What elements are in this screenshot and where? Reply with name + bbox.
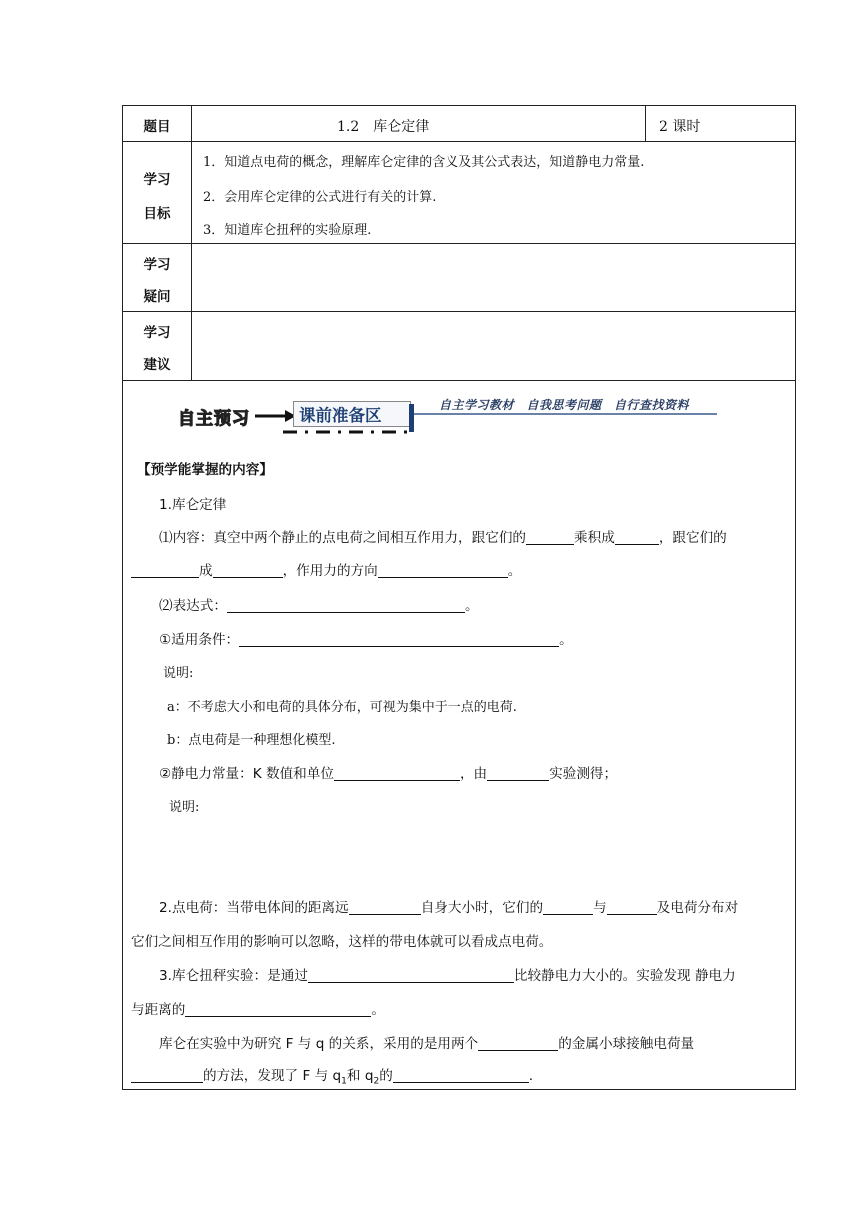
worksheet-table: [122, 105, 796, 1090]
fill-blank: [615, 530, 659, 545]
banner-dash-decoration: [281, 426, 421, 438]
questions-label: [123, 253, 191, 305]
text: ，作用力的方向: [282, 563, 378, 579]
text: ，跟它们的: [658, 530, 727, 546]
suggestions-label: [123, 321, 191, 373]
goal-item: 3．知道库仑扭秤的实验原理.: [203, 223, 372, 238]
text: 2.点电荷：当带电体间的距离远: [159, 900, 349, 916]
text: 的方法，发现了 F 与 q: [203, 1068, 342, 1084]
text: 成: [199, 563, 213, 579]
suggestions-label-line1: 学习: [143, 325, 171, 341]
fill-blank: [349, 900, 421, 915]
text: 的金属小球接触电荷量: [558, 1036, 695, 1052]
text: 及电荷分布对: [656, 900, 739, 916]
s1-title: 1.库仑定律: [159, 497, 227, 513]
s4-line: [159, 1032, 694, 1052]
fill-blank: [131, 1068, 203, 1083]
goal-item: 1．知道点电荷的概念，理解库仑定律的含义及其公式表达，知道静电力常量.: [203, 155, 645, 170]
text: 与: [593, 900, 607, 916]
fill-blank: [334, 766, 460, 781]
text: ，由: [459, 766, 488, 782]
text: ⑴内容：真空中两个静止的点电荷之间相互作用力，跟它们的: [159, 530, 527, 546]
text: 。: [507, 563, 522, 579]
s1-expression: [159, 594, 479, 614]
banner-slogan: 自主学习教材 自我思考问题 自行查找资料: [439, 398, 690, 412]
s3-line-2: [131, 998, 385, 1018]
text: 。: [371, 1002, 385, 1018]
row-divider: [123, 243, 795, 244]
self-study-logo: 自主预习: [178, 409, 250, 429]
fill-blank: [487, 766, 549, 781]
questions-label-line1: 学习: [143, 257, 171, 273]
text: 。: [464, 598, 479, 614]
text: 。: [559, 632, 573, 648]
questions-label-line2: 疑问: [143, 289, 171, 305]
text: 和 q: [346, 1068, 374, 1084]
note-b: b：点电荷是一种理想化模型.: [167, 733, 336, 748]
topic-label: 题目: [143, 119, 171, 135]
suggestions-label-line2: 建议: [143, 357, 171, 373]
s3-line: [159, 964, 736, 984]
text: 实验测得；: [549, 766, 618, 782]
fill-blank: [543, 900, 593, 915]
note-label: 说明:: [163, 666, 194, 681]
arrow-right-icon: [253, 409, 297, 423]
fill-blank: [308, 968, 514, 983]
text: 3.库仑扭秤实验：是通过: [159, 968, 308, 984]
goals-label: [123, 168, 191, 222]
fill-blank: [227, 598, 465, 613]
row-divider: [123, 141, 795, 142]
section-title: 【预学能掌握的内容】: [137, 462, 273, 478]
text: 自身大小时，它们的: [420, 900, 544, 916]
s2-line-2: 它们之间相互作用的影响可以忽略，这样的带电体就可以看成点电荷。: [131, 934, 553, 950]
s1-content-line: [159, 526, 727, 546]
text: ⑵表达式：: [159, 598, 227, 614]
fill-blank: [378, 563, 508, 578]
row-divider: [123, 380, 795, 381]
note-a: a：不考虑大小和电荷的具体分布，可视为集中于一点的电荷.: [167, 700, 517, 715]
goal-item: 2．会用库仑定律的公式进行有关的计算.: [203, 190, 437, 205]
lesson-hours: 2 课时: [659, 119, 701, 135]
text: ①适用条件：: [159, 632, 240, 648]
fill-blank: [607, 900, 657, 915]
text: 与距离的: [131, 1002, 186, 1018]
fill-blank: [185, 1002, 371, 1017]
column-divider: [191, 106, 192, 380]
goals-label-line1: 学习: [143, 172, 171, 188]
fill-blank: [526, 530, 574, 545]
s1-condition: [159, 628, 573, 648]
s4-line-2: [131, 1064, 533, 1087]
fill-blank: [239, 632, 559, 647]
text: .: [528, 1068, 534, 1084]
subscript: 2: [373, 1076, 380, 1087]
row-divider: [123, 311, 795, 312]
s1-constant: [159, 762, 617, 782]
goals-label-line2: 目标: [143, 206, 171, 222]
fill-blank: [393, 1068, 529, 1083]
text: ②静电力常量：K 数值和单位: [159, 766, 334, 782]
column-divider: [645, 106, 646, 141]
s1-content-line-2: [131, 559, 521, 579]
fill-blank: [478, 1036, 558, 1051]
fill-blank: [131, 563, 199, 578]
subscript: 1: [341, 1076, 347, 1087]
note-label: 说明:: [169, 800, 200, 815]
text: 的: [379, 1068, 393, 1084]
fill-blank: [213, 563, 283, 578]
s2-line: [159, 896, 738, 916]
topic-title: 1.2 库仑定律: [337, 119, 430, 135]
text: 库仑在实验中为研究 F 与 q 的关系，采用的是用两个: [159, 1036, 479, 1052]
text: 比较静电力大小的。实验发现 静电力: [513, 968, 736, 984]
banner-title: 课前准备区: [299, 406, 382, 425]
text: 乘积成: [574, 530, 615, 546]
